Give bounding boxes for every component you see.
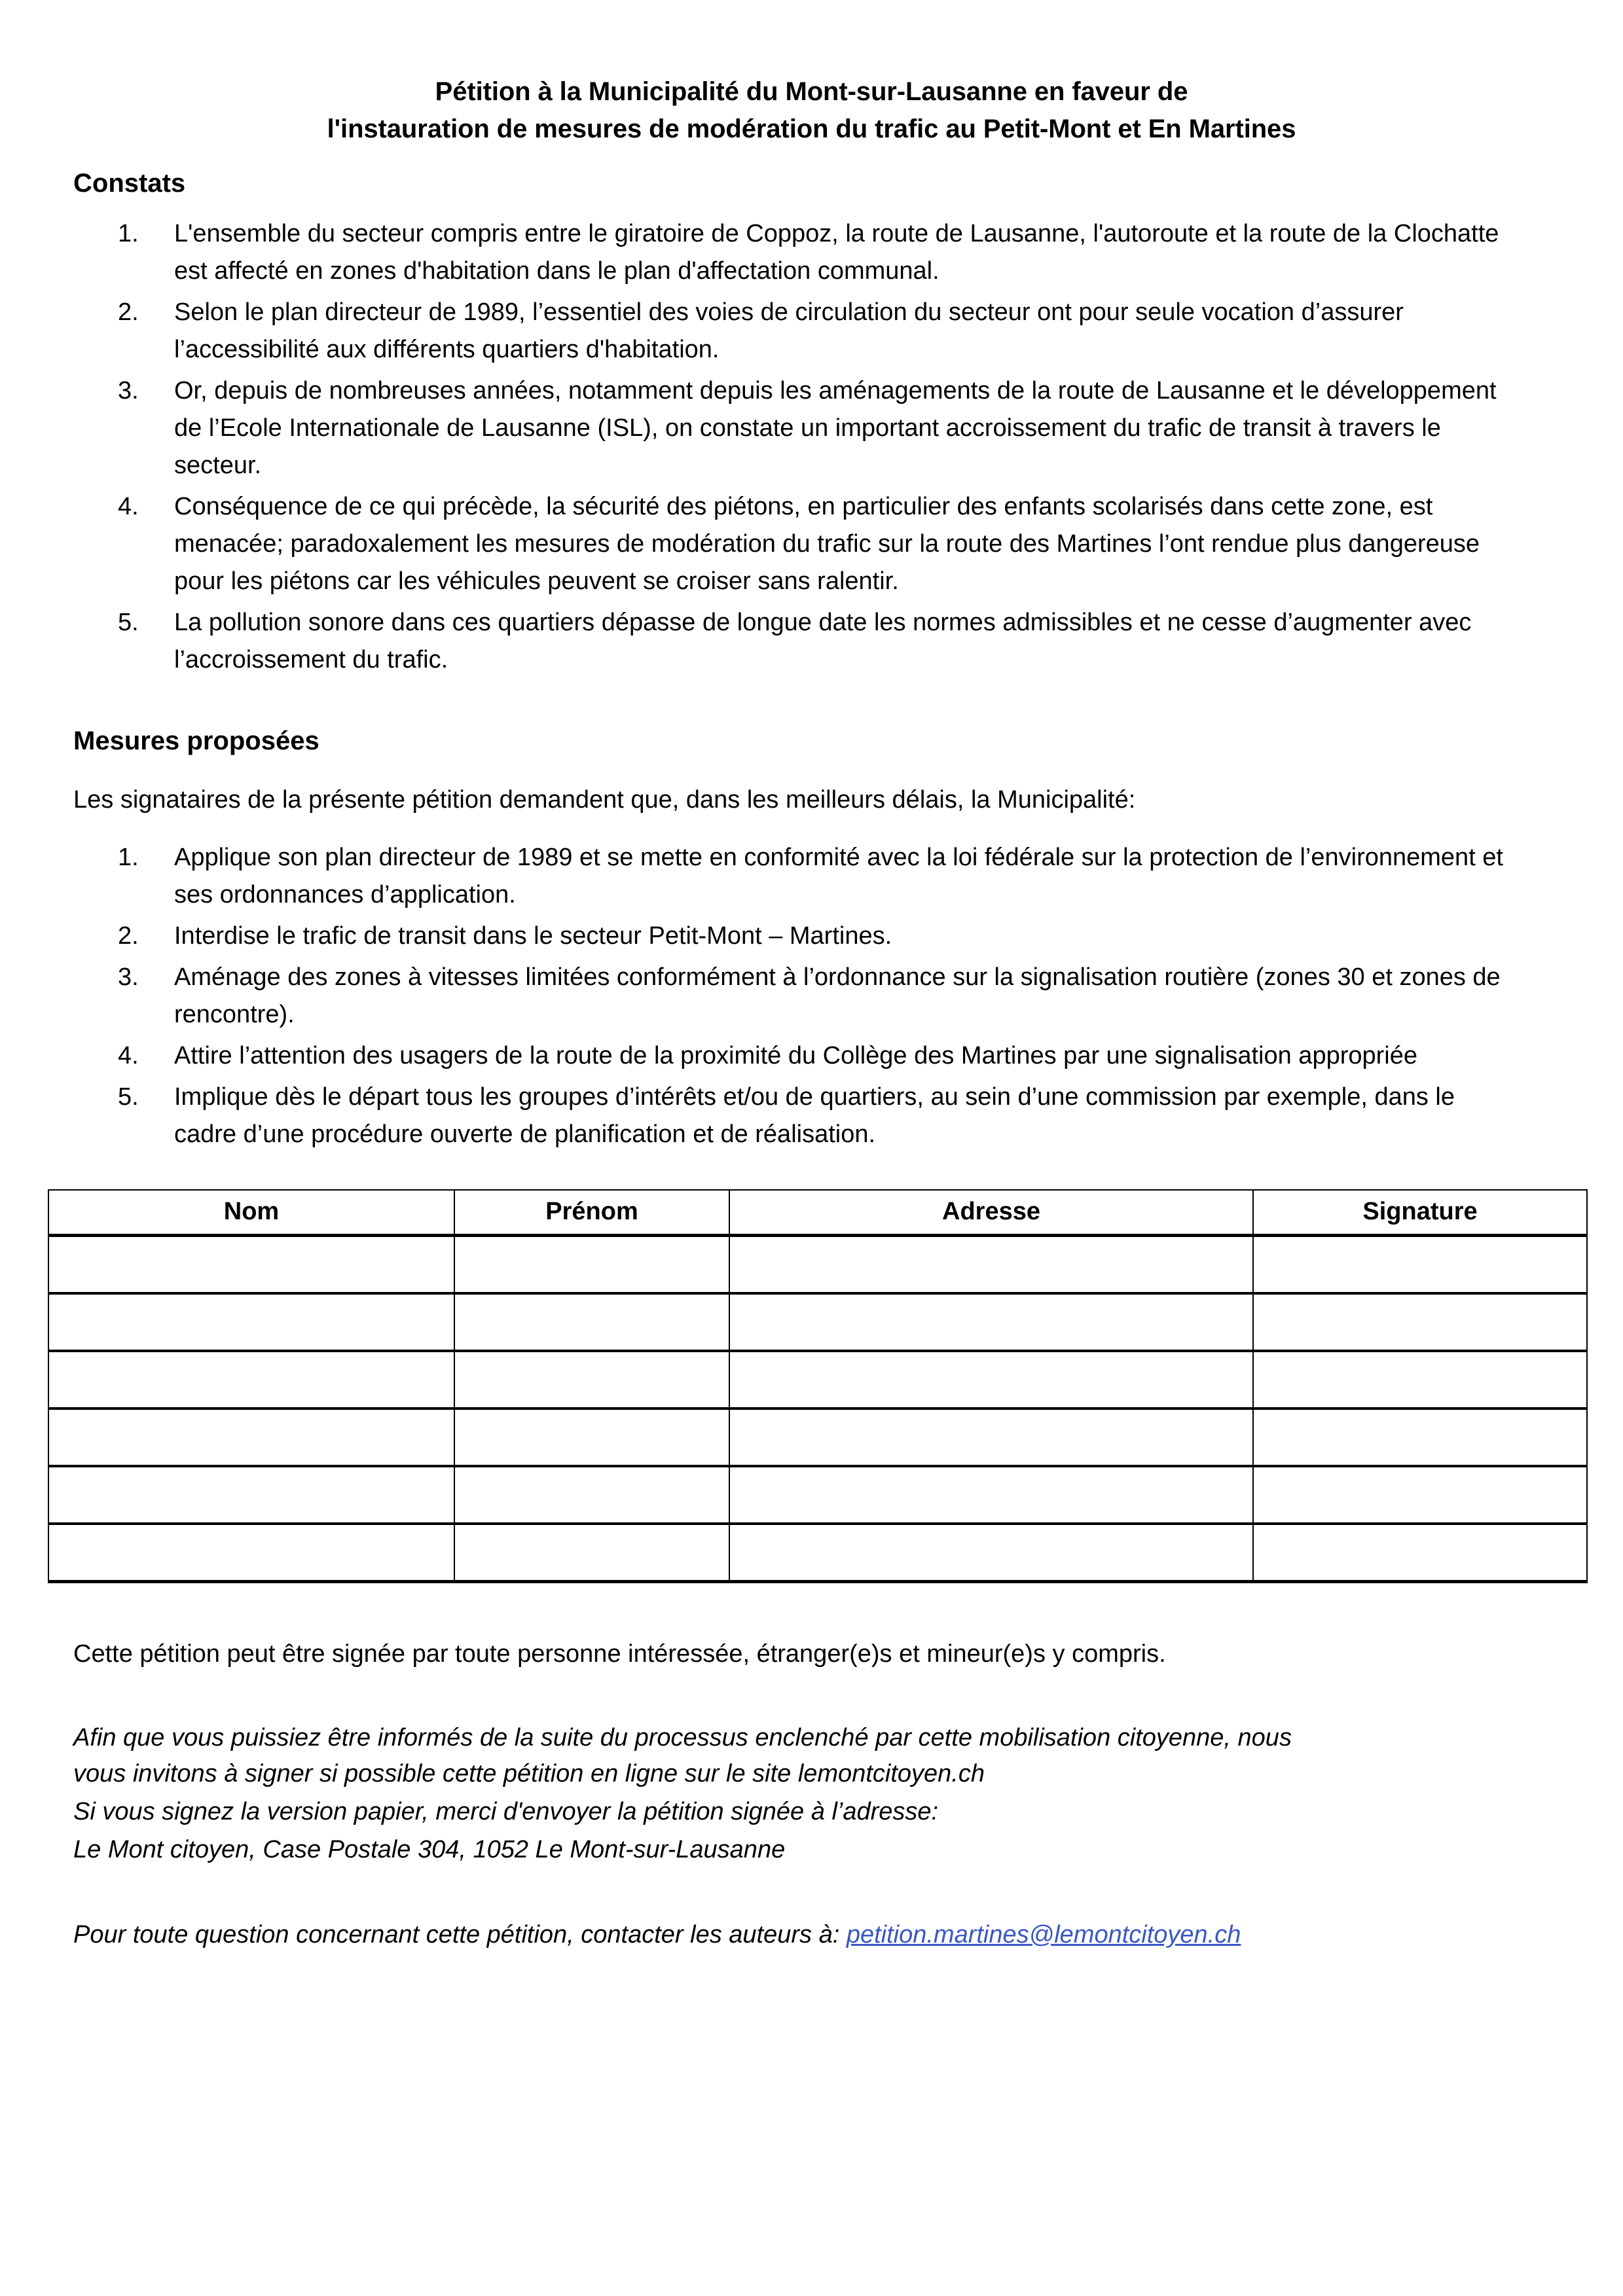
cell-prenom[interactable] bbox=[454, 1351, 729, 1408]
section-heading-constats: Constats bbox=[73, 168, 186, 198]
footer-contact-prefix: Pour toute question concernant cette pétition, contacter les auteurs à: bbox=[73, 1921, 847, 1949]
list-item-number: 1. bbox=[118, 843, 139, 871]
mesures-intro-text: Les signataires de la présente pétition demandent que, dans les meilleurs délais, la Municipalité: bbox=[73, 785, 1136, 814]
list-item bbox=[0, 292, 1623, 370]
cell-signature[interactable] bbox=[1253, 1235, 1587, 1293]
list-item bbox=[0, 1077, 1623, 1155]
list-item-text: Conséquence de ce qui précède, la sécurité des piétons, en particulier des enfants scolarisés dans cette zone, est menacée; paradoxalement les mesures de modération du trafic sur la route des Martines l’ont rendue plus dangereuse pour les piétons car les véhicules peuvent se croiser sans ralentir. bbox=[174, 492, 1480, 595]
section-spacer bbox=[0, 681, 1623, 724]
list-item-text: La pollution sonore dans ces quartiers dépasse de longue date les normes admissibles et ne cesse d’augmenter avec l’accroissement du trafic. bbox=[174, 608, 1472, 673]
list-item-text: Applique son plan directeur de 1989 et se mette en conformité avec la loi fédérale sur la protection de l’environnement et ses ordonnances d’application. bbox=[174, 843, 1503, 908]
column-header-prenom: Prénom bbox=[454, 1190, 729, 1236]
list-item bbox=[0, 916, 1623, 957]
footer-online-line-2: vous invitons à signer si possible cette pétition en ligne sur le site lemontcitoyen.ch bbox=[73, 1760, 985, 1788]
table-row bbox=[48, 1524, 1587, 1582]
constats-list bbox=[0, 213, 1623, 681]
cell-nom[interactable] bbox=[48, 1524, 454, 1582]
table-row bbox=[48, 1408, 1587, 1466]
column-header-adresse: Adresse bbox=[729, 1190, 1253, 1236]
table-row bbox=[48, 1235, 1587, 1293]
table-row bbox=[48, 1351, 1587, 1408]
footer-online-line-1: Afin que vous puissiez être informés de la suite du processus enclenché par cette mobilisation citoyenne, nous bbox=[73, 1723, 1292, 1751]
column-header-signature: Signature bbox=[1253, 1190, 1587, 1236]
page-title bbox=[0, 0, 1623, 148]
footer-contact-line bbox=[73, 1869, 1525, 1954]
list-item-number: 5. bbox=[118, 1083, 139, 1111]
cell-signature[interactable] bbox=[1253, 1351, 1587, 1408]
list-item bbox=[0, 837, 1623, 916]
list-item-text: Or, depuis de nombreuses années, notamment depuis les aménagements de la route de Lausanne et le développement de l’Ecole Internationale de Lausanne (ISL), on constate un important accroissement du trafic de transit à travers le secteur. bbox=[174, 376, 1497, 479]
cell-nom[interactable] bbox=[48, 1293, 454, 1351]
cell-signature[interactable] bbox=[1253, 1293, 1587, 1351]
footer-postal-address: Le Mont citoyen, Case Postale 304, 1052 Le Mont-sur-Lausanne bbox=[73, 1836, 786, 1864]
table-row bbox=[48, 1293, 1587, 1351]
cell-adresse[interactable] bbox=[729, 1351, 1253, 1408]
cell-adresse[interactable] bbox=[729, 1408, 1253, 1466]
cell-prenom[interactable] bbox=[454, 1235, 729, 1293]
page-title-line-1: Pétition à la Municipalité du Mont-sur-Lausanne en faveur de bbox=[435, 77, 1188, 106]
list-item bbox=[0, 1035, 1623, 1077]
table-header-row bbox=[48, 1190, 1587, 1236]
mesures-list bbox=[0, 837, 1623, 1155]
cell-signature[interactable] bbox=[1253, 1524, 1587, 1582]
column-header-nom: Nom bbox=[48, 1190, 454, 1236]
list-item-text: Interdise le trafic de transit dans le secteur Petit-Mont – Martines. bbox=[174, 922, 892, 950]
list-item-text: L'ensemble du secteur compris entre le giratoire de Coppoz, la route de Lausanne, l'autoroute et la route de la Clochatte est affecté en zones d'habitation dans le plan d'affectation communal. bbox=[174, 219, 1499, 285]
list-item bbox=[0, 370, 1623, 486]
contact-email-link[interactable]: petition.martines@lemontcitoyen.ch bbox=[846, 1921, 1241, 1949]
list-item-text: Attire l’attention des usagers de la route de la proximité du Collège des Martines par une signalisation appropriée bbox=[174, 1041, 1417, 1069]
cell-nom[interactable] bbox=[48, 1351, 454, 1408]
cell-prenom[interactable] bbox=[454, 1293, 729, 1351]
page-title-line-2: l'instauration de mesures de modération du trafic au Petit-Mont et En Martines bbox=[327, 114, 1296, 143]
list-item-number: 3. bbox=[118, 376, 139, 404]
list-item bbox=[0, 957, 1623, 1035]
footer-postal-instruction: Si vous signez la version papier, merci d'envoyer la pétition signée à l’adresse: bbox=[73, 1798, 939, 1826]
cell-nom[interactable] bbox=[48, 1466, 454, 1524]
list-item-number: 2. bbox=[118, 922, 139, 950]
signature-table-container bbox=[0, 1155, 1623, 1583]
cell-adresse[interactable] bbox=[729, 1524, 1253, 1582]
cell-signature[interactable] bbox=[1253, 1466, 1587, 1524]
list-item-number: 4. bbox=[118, 1041, 139, 1069]
list-item-number: 4. bbox=[118, 492, 139, 520]
cell-signature[interactable] bbox=[1253, 1408, 1587, 1466]
cell-prenom[interactable] bbox=[454, 1466, 729, 1524]
list-item-text: Aménage des zones à vitesses limitées conformément à l’ordonnance sur la signalisation routière (zones 30 et zones de rencontre). bbox=[174, 963, 1501, 1028]
list-item bbox=[0, 213, 1623, 292]
list-item-number: 1. bbox=[118, 219, 139, 247]
section-heading-mesures: Mesures proposées bbox=[73, 726, 319, 755]
list-item-number: 3. bbox=[118, 963, 139, 991]
cell-nom[interactable] bbox=[48, 1235, 454, 1293]
list-item-text: Selon le plan directeur de 1989, l’essentiel des voies de circulation du secteur ont pour seule vocation d’assurer l’accessibilité aux différents quartiers d'habitation. bbox=[174, 298, 1404, 363]
list-item-number: 5. bbox=[118, 608, 139, 636]
footer-note: Cette pétition peut être signée par toute personne intéressée, étranger(e)s et mineur(e)s y compris. bbox=[73, 1640, 1166, 1668]
cell-prenom[interactable] bbox=[454, 1408, 729, 1466]
list-item-text: Implique dès le départ tous les groupes d’intérêts et/ou de quartiers, au sein d’une commission par exemple, dans le cadre d’une procédure ouverte de planification et de réalisation. bbox=[174, 1083, 1455, 1148]
list-item-number: 2. bbox=[118, 298, 139, 326]
list-item bbox=[0, 486, 1623, 602]
cell-nom[interactable] bbox=[48, 1408, 454, 1466]
table-row bbox=[48, 1466, 1587, 1524]
cell-adresse[interactable] bbox=[729, 1293, 1253, 1351]
list-item bbox=[0, 602, 1623, 681]
cell-adresse[interactable] bbox=[729, 1466, 1253, 1524]
cell-prenom[interactable] bbox=[454, 1524, 729, 1582]
signature-table bbox=[48, 1189, 1588, 1583]
footer-block bbox=[0, 1583, 1623, 1954]
cell-adresse[interactable] bbox=[729, 1235, 1253, 1293]
